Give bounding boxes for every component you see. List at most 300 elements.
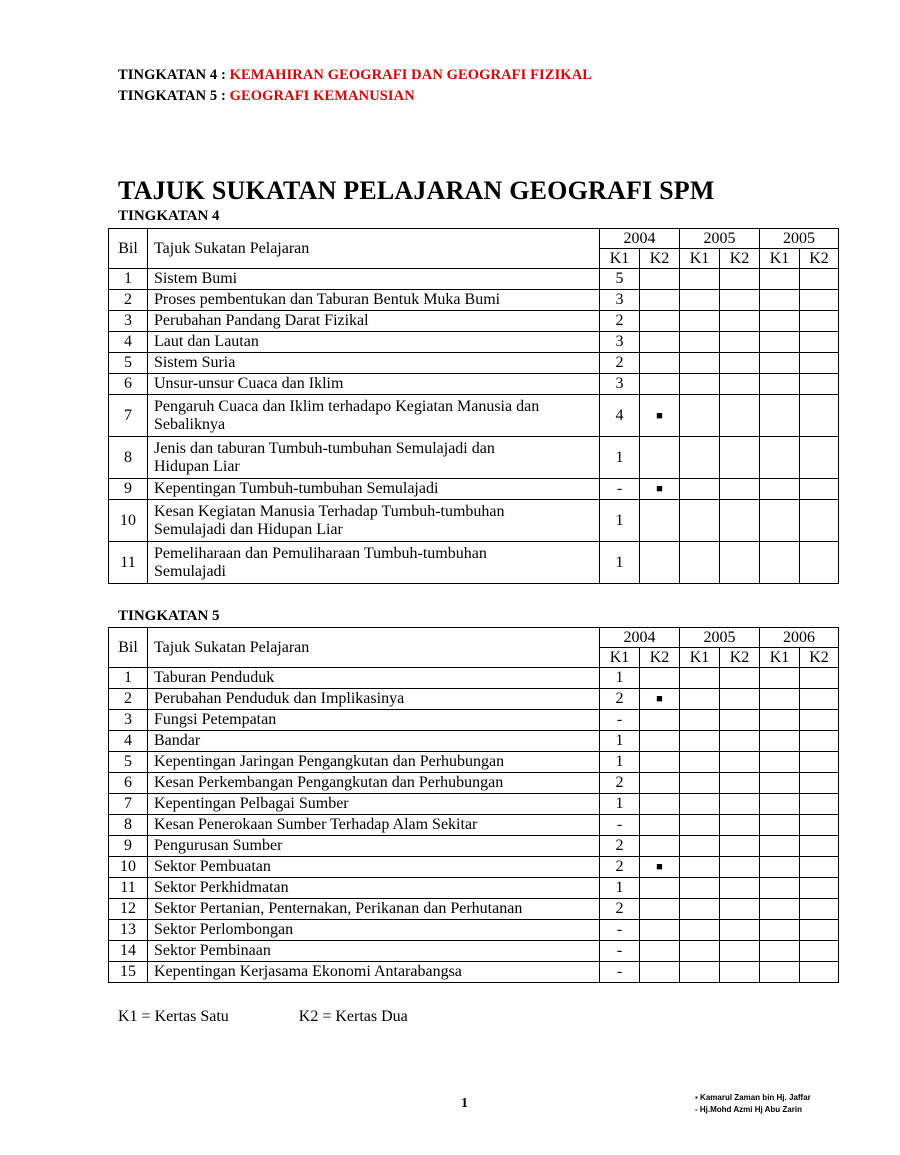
- row-empty-cell: [680, 332, 720, 353]
- row-empty-cell: [760, 332, 800, 353]
- row-topic-line: Pengurusan Sumber: [154, 837, 283, 854]
- row-k2-2004: ■: [640, 395, 680, 437]
- header-form5-prefix: TINGKATAN 5 :: [118, 88, 230, 104]
- row-k2-2004: ■: [640, 689, 680, 710]
- row-empty-cell: [760, 836, 800, 857]
- row-topic: [148, 710, 600, 731]
- row-bil: 5: [109, 353, 148, 374]
- row-k2-2004: [640, 899, 680, 920]
- row-topic-line: Bandar: [154, 732, 201, 749]
- row-empty-cell: [720, 437, 760, 479]
- row-topic-line: Pemeliharaan dan Pemuliharaan Tumbuh-tumbuhan: [154, 544, 487, 562]
- row-topic: [148, 353, 600, 374]
- column-header-year: 2005: [760, 229, 839, 249]
- row-empty-cell: [760, 500, 800, 542]
- row-topic: [148, 479, 600, 500]
- form4-syllabus-table: [108, 228, 839, 584]
- row-k1-2004: 2: [600, 857, 640, 878]
- row-topic-line: Taburan Penduduk: [154, 669, 275, 686]
- table-row: [109, 437, 839, 479]
- row-empty-cell: [680, 941, 720, 962]
- row-topic: [148, 962, 600, 983]
- row-topic-line: Semulajadi: [154, 562, 226, 580]
- row-topic-line: Kepentingan Kerjasama Ekonomi Antarabangsa: [154, 963, 462, 980]
- table-row: [109, 332, 839, 353]
- row-k2-2004: [640, 941, 680, 962]
- row-empty-cell: [800, 731, 839, 752]
- row-k2-2004: [640, 668, 680, 689]
- row-k1-2004: 1: [600, 731, 640, 752]
- legend-k2: K2 = Kertas Dua: [298, 1008, 408, 1025]
- column-header-topic: Tajuk Sukatan Pelajaran: [148, 628, 600, 668]
- row-empty-cell: [760, 710, 800, 731]
- row-k1-2004: 1: [600, 794, 640, 815]
- row-k2-2004: [640, 500, 680, 542]
- row-bil: 11: [109, 542, 148, 584]
- row-empty-cell: [680, 899, 720, 920]
- table-row: [109, 899, 839, 920]
- row-k2-2004: [640, 731, 680, 752]
- row-bil: 6: [109, 773, 148, 794]
- row-bil: 3: [109, 710, 148, 731]
- row-topic-line: Sistem Bumi: [154, 270, 238, 287]
- table-row: [109, 311, 839, 332]
- row-empty-cell: [720, 332, 760, 353]
- row-k1-2004: -: [600, 815, 640, 836]
- row-empty-cell: [680, 668, 720, 689]
- row-empty-cell: [760, 731, 800, 752]
- column-header-bil: Bil: [109, 229, 148, 269]
- row-bil: 15: [109, 962, 148, 983]
- row-empty-cell: [720, 710, 760, 731]
- column-header-paper: K1: [600, 249, 640, 269]
- table-row: [109, 668, 839, 689]
- row-k1-2004: -: [600, 710, 640, 731]
- table-row: [109, 710, 839, 731]
- row-empty-cell: [720, 794, 760, 815]
- form5-heading: TINGKATAN 5: [118, 608, 220, 624]
- row-empty-cell: [800, 290, 839, 311]
- row-k2-2004: [640, 353, 680, 374]
- row-empty-cell: [800, 962, 839, 983]
- row-k2-2004: [640, 710, 680, 731]
- row-topic-line: Jenis dan taburan Tumbuh-tumbuhan Semulajadi dan: [154, 439, 495, 457]
- row-empty-cell: [760, 353, 800, 374]
- row-bil: 10: [109, 857, 148, 878]
- row-empty-cell: [800, 773, 839, 794]
- row-k2-2004: [640, 542, 680, 584]
- row-bil: 11: [109, 878, 148, 899]
- row-topic-line: Proses pembentukan dan Taburan Bentuk Muka Bumi: [154, 291, 501, 308]
- row-empty-cell: [800, 311, 839, 332]
- row-topic: [148, 920, 600, 941]
- row-empty-cell: [760, 374, 800, 395]
- row-topic: [148, 689, 600, 710]
- row-topic-line: Sebaliknya: [154, 415, 226, 433]
- row-empty-cell: [760, 920, 800, 941]
- row-k1-2004: 5: [600, 269, 640, 290]
- row-k1-2004: 1: [600, 542, 640, 584]
- row-topic-line: Semulajadi dan Hidupan Liar: [154, 520, 343, 538]
- row-empty-cell: [680, 836, 720, 857]
- row-empty-cell: [760, 899, 800, 920]
- page-title: TAJUK SUKATAN PELAJARAN GEOGRAFI SPM: [118, 176, 715, 205]
- row-empty-cell: [720, 941, 760, 962]
- row-empty-cell: [720, 542, 760, 584]
- table-row: [109, 773, 839, 794]
- column-header-bil: Bil: [109, 628, 148, 668]
- row-k1-2004: -: [600, 962, 640, 983]
- row-empty-cell: [680, 962, 720, 983]
- row-bil: 14: [109, 941, 148, 962]
- row-topic: [148, 269, 600, 290]
- row-topic: [148, 878, 600, 899]
- row-k2-2004: [640, 836, 680, 857]
- row-k2-2004: [640, 269, 680, 290]
- row-bil: 4: [109, 332, 148, 353]
- row-topic-line: Sektor Pembinaan: [154, 942, 271, 959]
- row-bil: 9: [109, 479, 148, 500]
- row-empty-cell: [680, 920, 720, 941]
- row-bil: 4: [109, 731, 148, 752]
- table-row: [109, 836, 839, 857]
- row-empty-cell: [680, 311, 720, 332]
- column-header-topic: Tajuk Sukatan Pelajaran: [148, 229, 600, 269]
- row-k1-2004: 4: [600, 395, 640, 437]
- column-header-year: 2005: [680, 229, 760, 249]
- author-line-2: - Hj.Mohd Azmi Hj Abu Zarin: [695, 1105, 802, 1114]
- legend-k1: K1 = Kertas Satu: [118, 1008, 229, 1025]
- row-empty-cell: [680, 542, 720, 584]
- row-bil: 10: [109, 500, 148, 542]
- row-k2-2004: [640, 332, 680, 353]
- row-bil: 12: [109, 899, 148, 920]
- row-topic: [148, 815, 600, 836]
- row-bil: 8: [109, 437, 148, 479]
- row-empty-cell: [760, 773, 800, 794]
- row-empty-cell: [680, 353, 720, 374]
- row-empty-cell: [720, 815, 760, 836]
- row-empty-cell: [720, 920, 760, 941]
- row-bil: 1: [109, 668, 148, 689]
- header-line-form5: [118, 88, 415, 105]
- row-empty-cell: [800, 395, 839, 437]
- row-k1-2004: 2: [600, 773, 640, 794]
- row-empty-cell: [680, 269, 720, 290]
- row-topic-line: Sektor Perlombongan: [154, 921, 294, 938]
- row-empty-cell: [680, 500, 720, 542]
- row-bil: 8: [109, 815, 148, 836]
- row-empty-cell: [720, 899, 760, 920]
- row-empty-cell: [720, 962, 760, 983]
- row-k2-2004: [640, 773, 680, 794]
- row-empty-cell: [720, 374, 760, 395]
- row-empty-cell: [760, 395, 800, 437]
- table-row: [109, 731, 839, 752]
- row-topic-line: Sektor Perkhidmatan: [154, 879, 289, 896]
- row-k1-2004: 1: [600, 437, 640, 479]
- table-row: [109, 962, 839, 983]
- row-bil: 9: [109, 836, 148, 857]
- column-header-paper: K1: [680, 249, 720, 269]
- row-k2-2004: [640, 437, 680, 479]
- row-empty-cell: [800, 752, 839, 773]
- row-empty-cell: [800, 794, 839, 815]
- row-topic: [148, 752, 600, 773]
- row-empty-cell: [720, 857, 760, 878]
- row-empty-cell: [720, 836, 760, 857]
- row-empty-cell: [680, 857, 720, 878]
- row-empty-cell: [800, 689, 839, 710]
- row-empty-cell: [760, 941, 800, 962]
- row-topic: [148, 437, 600, 479]
- legend: [118, 1008, 408, 1026]
- row-empty-cell: [800, 332, 839, 353]
- row-topic-line: Kepentingan Jaringan Pengangkutan dan Perhubungan: [154, 753, 505, 770]
- row-topic: [148, 668, 600, 689]
- row-topic: [148, 290, 600, 311]
- row-empty-cell: [720, 311, 760, 332]
- table-row: [109, 269, 839, 290]
- row-empty-cell: [720, 878, 760, 899]
- row-empty-cell: [720, 395, 760, 437]
- header-form5-topic: GEOGRAFI KEMANUSIAN: [229, 88, 415, 104]
- row-empty-cell: [800, 920, 839, 941]
- row-empty-cell: [720, 269, 760, 290]
- row-topic-line: Kesan Perkembangan Pengangkutan dan Perhubungan: [154, 774, 504, 791]
- column-header-paper: K1: [760, 648, 800, 668]
- row-topic: [148, 500, 600, 542]
- table-row: [109, 878, 839, 899]
- row-empty-cell: [800, 710, 839, 731]
- column-header-paper: K2: [720, 648, 760, 668]
- row-empty-cell: [800, 857, 839, 878]
- row-empty-cell: [800, 353, 839, 374]
- row-k1-2004: 3: [600, 374, 640, 395]
- row-empty-cell: [720, 290, 760, 311]
- form5-syllabus-table: [108, 627, 839, 983]
- row-empty-cell: [800, 836, 839, 857]
- row-empty-cell: [680, 878, 720, 899]
- header-form4-topic: KEMAHIRAN GEOGRAFI DAN GEOGRAFI FIZIKAL: [229, 67, 593, 83]
- row-topic: [148, 311, 600, 332]
- row-bil: 2: [109, 689, 148, 710]
- row-k1-2004: 3: [600, 290, 640, 311]
- row-k1-2004: 1: [600, 752, 640, 773]
- header-line-form4: [118, 67, 592, 84]
- row-k1-2004: 2: [600, 689, 640, 710]
- row-topic: [148, 332, 600, 353]
- column-header-paper: K2: [720, 249, 760, 269]
- row-empty-cell: [720, 479, 760, 500]
- row-empty-cell: [680, 710, 720, 731]
- table-row: [109, 920, 839, 941]
- row-k1-2004: 2: [600, 311, 640, 332]
- table-row: [109, 857, 839, 878]
- row-topic: [148, 836, 600, 857]
- row-empty-cell: [800, 941, 839, 962]
- column-header-year: 2004: [600, 229, 680, 249]
- row-empty-cell: [800, 479, 839, 500]
- row-empty-cell: [760, 437, 800, 479]
- column-header-paper: K2: [800, 249, 839, 269]
- row-empty-cell: [800, 668, 839, 689]
- row-k1-2004: 2: [600, 353, 640, 374]
- row-topic: [148, 542, 600, 584]
- row-topic: [148, 395, 600, 437]
- row-empty-cell: [800, 500, 839, 542]
- row-empty-cell: [680, 374, 720, 395]
- row-empty-cell: [760, 290, 800, 311]
- row-topic-line: Laut dan Lautan: [154, 333, 259, 350]
- row-bil: 6: [109, 374, 148, 395]
- table-row: [109, 542, 839, 584]
- table-row: [109, 941, 839, 962]
- table-row: [109, 395, 839, 437]
- column-header-paper: K1: [600, 648, 640, 668]
- row-k2-2004: [640, 878, 680, 899]
- row-topic-line: Pengaruh Cuaca dan Iklim terhadapo Kegiatan Manusia dan: [154, 397, 540, 415]
- row-empty-cell: [720, 731, 760, 752]
- table-row: [109, 752, 839, 773]
- table-row: [109, 815, 839, 836]
- row-empty-cell: [800, 899, 839, 920]
- row-k2-2004: [640, 962, 680, 983]
- form4-heading: TINGKATAN 4: [118, 208, 220, 224]
- row-topic-line: Perubahan Pandang Darat Fizikal: [154, 312, 369, 329]
- row-empty-cell: [680, 794, 720, 815]
- row-k2-2004: [640, 752, 680, 773]
- row-topic-line: Perubahan Penduduk dan Implikasinya: [154, 690, 405, 707]
- table-header-row: [109, 229, 839, 249]
- column-header-paper: K2: [640, 249, 680, 269]
- column-header-year: 2005: [680, 628, 760, 648]
- row-topic: [148, 899, 600, 920]
- row-empty-cell: [800, 269, 839, 290]
- table-row: [109, 500, 839, 542]
- row-topic: [148, 374, 600, 395]
- row-empty-cell: [680, 689, 720, 710]
- column-header-paper: K1: [680, 648, 720, 668]
- row-empty-cell: [760, 269, 800, 290]
- row-empty-cell: [680, 437, 720, 479]
- row-k1-2004: 1: [600, 500, 640, 542]
- row-empty-cell: [760, 962, 800, 983]
- row-empty-cell: [720, 689, 760, 710]
- row-k1-2004: 2: [600, 836, 640, 857]
- table-row: [109, 374, 839, 395]
- row-bil: 2: [109, 290, 148, 311]
- column-header-paper: K1: [760, 249, 800, 269]
- row-empty-cell: [720, 353, 760, 374]
- row-empty-cell: [760, 794, 800, 815]
- row-empty-cell: [720, 773, 760, 794]
- row-topic-line: Fungsi Petempatan: [154, 711, 277, 728]
- column-header-year: 2006: [760, 628, 839, 648]
- row-empty-cell: [680, 731, 720, 752]
- row-empty-cell: [680, 773, 720, 794]
- row-empty-cell: [720, 500, 760, 542]
- row-empty-cell: [800, 878, 839, 899]
- row-empty-cell: [800, 374, 839, 395]
- row-empty-cell: [760, 689, 800, 710]
- table-row: [109, 689, 839, 710]
- row-empty-cell: [760, 668, 800, 689]
- row-topic-line: Kesan Penerokaan Sumber Terhadap Alam Sekitar: [154, 816, 478, 833]
- row-k1-2004: 1: [600, 668, 640, 689]
- table-row: [109, 290, 839, 311]
- row-k2-2004: [640, 920, 680, 941]
- row-k2-2004: [640, 815, 680, 836]
- author-line-1: ▪ Kamarul Zaman bin Hj. Jaffar: [695, 1093, 811, 1102]
- row-bil: 1: [109, 269, 148, 290]
- row-k1-2004: -: [600, 941, 640, 962]
- row-k1-2004: -: [600, 479, 640, 500]
- row-empty-cell: [680, 815, 720, 836]
- row-topic-line: Sektor Pertanian, Penternakan, Perikanan dan Perhutanan: [154, 900, 523, 917]
- row-empty-cell: [680, 479, 720, 500]
- page-number: 1: [461, 1096, 468, 1111]
- row-topic: [148, 794, 600, 815]
- row-bil: 7: [109, 395, 148, 437]
- row-k2-2004: ■: [640, 479, 680, 500]
- row-empty-cell: [800, 437, 839, 479]
- row-topic-line: Hidupan Liar: [154, 457, 240, 475]
- row-empty-cell: [760, 815, 800, 836]
- row-topic: [148, 941, 600, 962]
- row-empty-cell: [680, 395, 720, 437]
- row-empty-cell: [720, 752, 760, 773]
- row-topic-line: Kesan Kegiatan Manusia Terhadap Tumbuh-tumbuhan: [154, 502, 505, 520]
- table-row: [109, 353, 839, 374]
- column-header-year: 2004: [600, 628, 680, 648]
- row-k2-2004: [640, 311, 680, 332]
- row-bil: 3: [109, 311, 148, 332]
- row-k2-2004: [640, 290, 680, 311]
- row-empty-cell: [760, 857, 800, 878]
- row-empty-cell: [760, 479, 800, 500]
- row-empty-cell: [680, 752, 720, 773]
- row-k1-2004: -: [600, 920, 640, 941]
- row-empty-cell: [760, 878, 800, 899]
- table-row: [109, 794, 839, 815]
- row-k1-2004: 2: [600, 899, 640, 920]
- row-empty-cell: [760, 752, 800, 773]
- row-bil: 5: [109, 752, 148, 773]
- table-row: [109, 479, 839, 500]
- row-bil: 7: [109, 794, 148, 815]
- row-k2-2004: ■: [640, 857, 680, 878]
- row-empty-cell: [680, 290, 720, 311]
- row-k2-2004: [640, 794, 680, 815]
- row-topic-line: Kepentingan Tumbuh-tumbuhan Semulajadi: [154, 480, 439, 497]
- table-header-row: [109, 628, 839, 648]
- row-topic: [148, 773, 600, 794]
- row-empty-cell: [720, 668, 760, 689]
- row-topic-line: Sistem Suria: [154, 354, 236, 371]
- column-header-paper: K2: [640, 648, 680, 668]
- column-header-paper: K2: [800, 648, 839, 668]
- row-topic: [148, 857, 600, 878]
- row-empty-cell: [760, 542, 800, 584]
- row-topic: [148, 731, 600, 752]
- row-k1-2004: 3: [600, 332, 640, 353]
- row-k2-2004: [640, 374, 680, 395]
- row-empty-cell: [800, 815, 839, 836]
- row-k1-2004: 1: [600, 878, 640, 899]
- row-topic-line: Kepentingan Pelbagai Sumber: [154, 795, 349, 812]
- row-empty-cell: [760, 311, 800, 332]
